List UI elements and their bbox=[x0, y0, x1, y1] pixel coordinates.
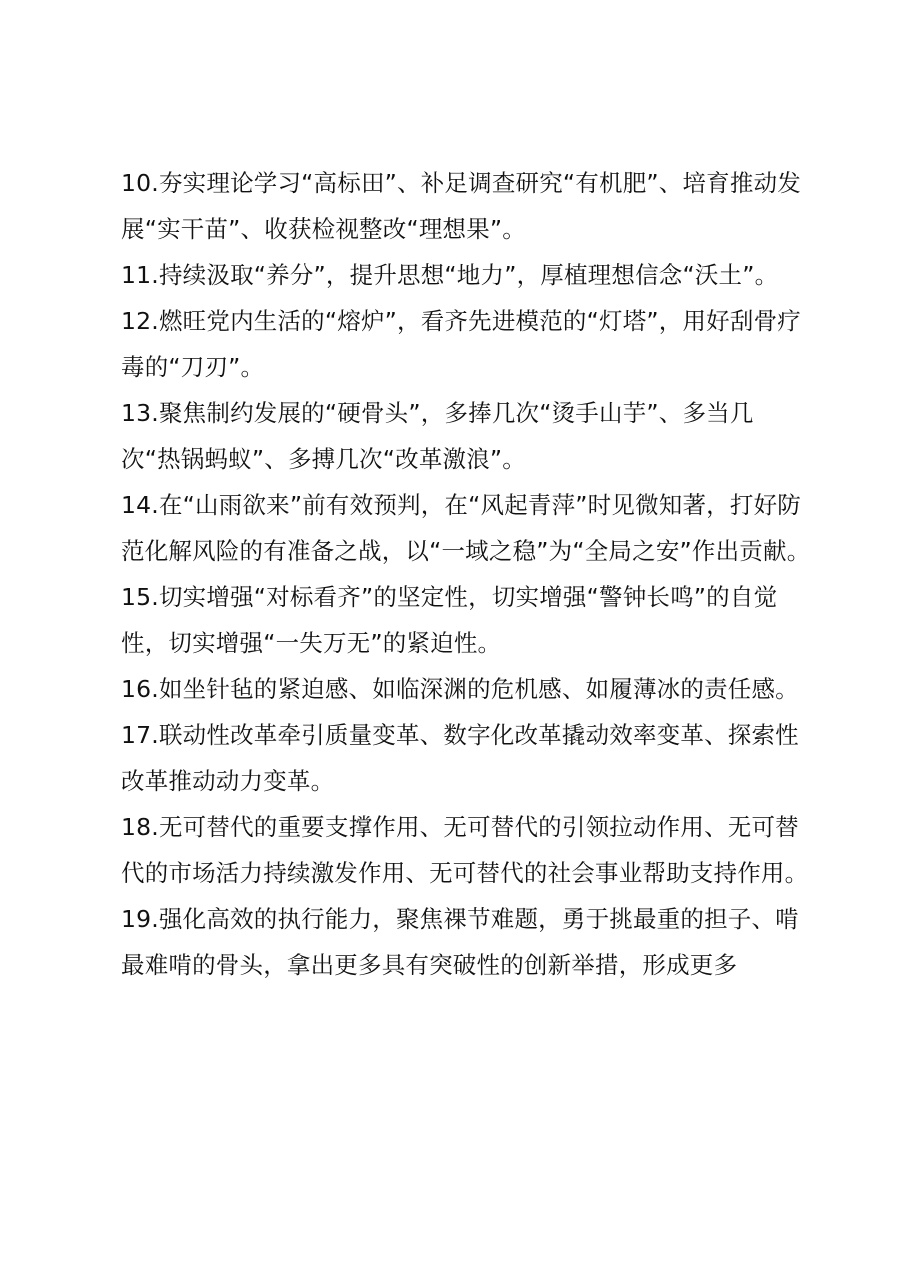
paragraph-19: 19.强化高效的执行能力，聚焦祼节难题，勇于挑最重的担子、啃最难啃的骨头，拿出更多具有突破性的创新举措，形成更多 bbox=[121, 905, 799, 979]
paragraph-14: 14.在“山雨欲来”前有效预判，在“风起青萍”时见微知著，打好防范化解风险的有准备之战，以“一域之稳”为“全局之安”作出贡献。 bbox=[121, 491, 811, 565]
paragraph-12: 12.燃旺党内生活的“熔炉”，看齐先进模范的“灯塔”，用好刮骨疗毒的“刀刃”。 bbox=[121, 307, 801, 381]
paragraph-13: 13.聚焦制约发展的“硬骨头”，多捧几次“烫手山芋”、多当几次“热锅蚂蚁”、多搏几次“改革激浪”。 bbox=[121, 399, 754, 473]
paragraph-10: 10.夯实理论学习“高标田”、补足调查研究“有机肥”、培育推动发展“实干苗”、收获检视整改“理想果”。 bbox=[121, 169, 801, 243]
document-body bbox=[121, 160, 811, 988]
paragraph-18: 18.无可替代的重要支撑作用、无可替代的引领拉动作用、无可替代的市场活力持续激发作用、无可替代的社会事业帮助支持作用。 bbox=[121, 813, 809, 887]
paragraph-16: 16.如坐针毡的紧迫感、如临深渊的危机感、如履薄冰的责任感。 bbox=[121, 675, 799, 703]
paragraph-17: 17.联动性改革牵引质量变革、数字化改革撬动效率变革、探索性改革推动动力变革。 bbox=[121, 721, 799, 795]
paragraph-15: 15.切实增强“对标看齐”的坚定性，切实增强“警钟长鸣”的自觉性，切实增强“一失万无”的紧迫性。 bbox=[121, 583, 778, 657]
paragraph-11: 11.持续汲取“养分”，提升思想“地力”，厚植理想信念“沃土”。 bbox=[121, 261, 779, 289]
